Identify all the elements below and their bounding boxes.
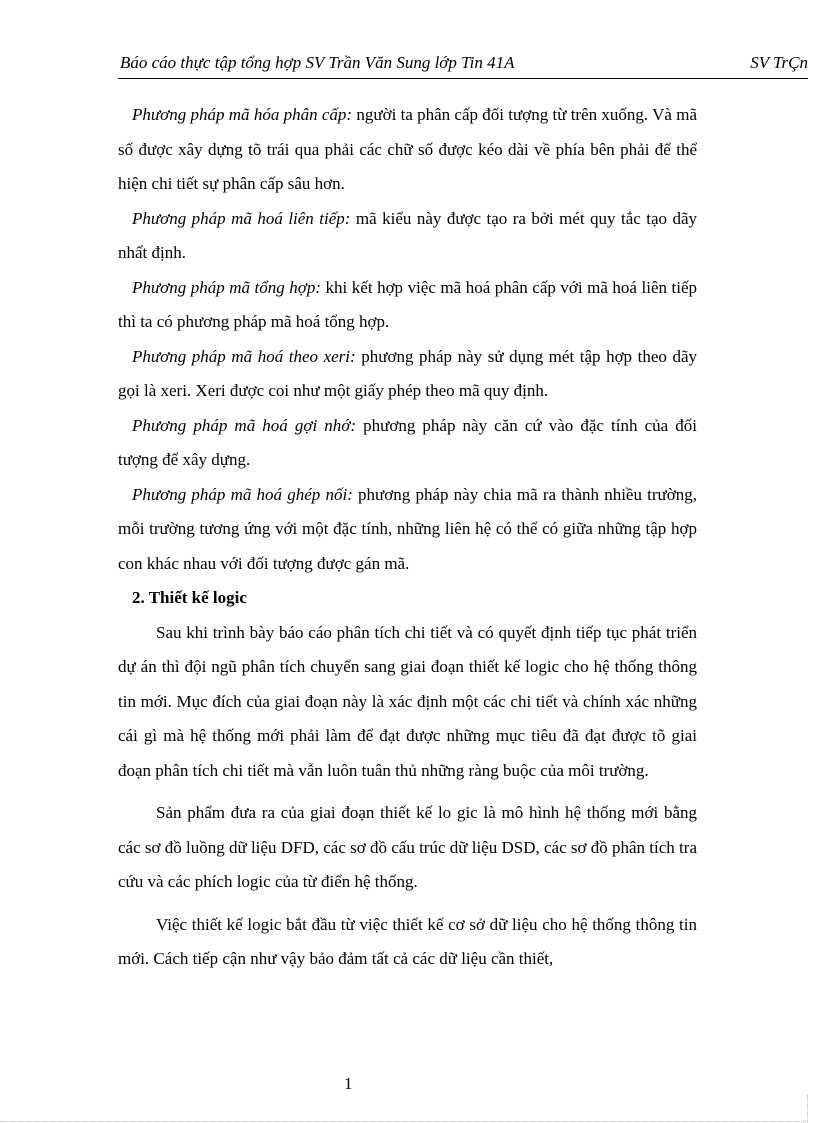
method-term: Phương pháp mã hóa phân cấp: — [132, 105, 353, 124]
method-text: phương pháp này căn cứ vào đặc tính của đối tượng để xây dựng. — [118, 415, 697, 469]
page-bottom-border — [0, 1121, 806, 1122]
method-paragraph — [118, 271, 697, 340]
method-text: phương pháp này chia mã ra thành nhiều trường, mỗi trường tương ứng với một đặc tính, những liên hệ có thể có giữa những tập hợp con khác nhau với đối tượng được gán mã. — [118, 484, 698, 573]
page-number: 1 — [344, 1074, 353, 1093]
header-title: Báo cáo thực tập tổng hợp SV Trần Văn Sung lớp Tin 41A — [120, 53, 515, 72]
page-header — [118, 52, 808, 79]
method-paragraph — [118, 98, 697, 202]
method-paragraph — [118, 340, 697, 409]
method-term: Phương pháp mã hoá theo xeri: — [132, 346, 356, 366]
method-term: Phương pháp mã tổng hợp: — [132, 277, 322, 297]
body-paragraph: Sản phẩm đưa ra của giai đoạn thiết kế lo gic là mô hình hệ thống mới bằng các sơ đồ luồng dữ liệu DFD, các sơ đồ cấu trúc dữ liệu DSD, các sơ đồ phân tích tra cứu và các phích logic của từ điển hệ thống. — [118, 803, 697, 891]
page-right-border — [807, 1095, 808, 1123]
section-heading: 2. Thiết kế logic — [132, 588, 247, 607]
method-text: người ta phân cấp đối tượng từ trên xuống. Và mã số được xây dựng tõ trái qua phải các chữ số được kéo dài về phía bên phải để thể hiện chi tiết sự phân cấp sâu hơn. — [118, 105, 697, 193]
method-paragraph — [118, 478, 697, 582]
method-text: phương pháp này sử dụng mét tập hợp theo dãy gọi là xeri. Xeri được coi như một giấy phép theo mã quy định. — [118, 346, 697, 400]
method-paragraph — [118, 202, 697, 271]
method-term: Phương pháp mã hoá gợi nhớ: — [132, 415, 357, 435]
method-paragraph — [118, 409, 697, 478]
document-body — [118, 98, 697, 977]
method-term: Phương pháp mã hoá liên tiếp: — [132, 208, 351, 228]
method-text: mã kiểu này được tạo ra bởi mét quy tắc tạo dãy nhất định. — [118, 208, 697, 262]
body-paragraph: Sau khi trình bày báo cáo phân tích chi tiết và có quyết định tiếp tục phát triển dự án thì đội ngũ phân tích chuyển sang giai đoạn thiết kế logic cho hệ thống thông tin mới. Mục đích của giai đoạn này là xác định một các chi tiết và chính xác những cái gì mà hệ thống mới phải làm để đạt được những mục tiêu đã đạt được tõ giai đoạn phân tích chi tiết mà vẫn luôn tuân thủ những ràng buộc của môi trường. — [118, 622, 697, 780]
body-paragraph: Việc thiết kế logic bắt đầu từ việc thiết kế cơ sở dữ liệu cho hệ thống thông tin mới. Cách tiếp cận như vậy bảo đảm tất cả các dữ liệu cần thiết, — [118, 914, 697, 968]
method-term: Phương pháp mã hoá ghép nối: — [132, 484, 353, 504]
header-author: SV TrÇn — [750, 53, 808, 72]
method-text: khi kết hợp việc mã hoá phân cấp với mã hoá liên tiếp thì ta có phương pháp mã hoá tổng hợp. — [118, 277, 697, 331]
